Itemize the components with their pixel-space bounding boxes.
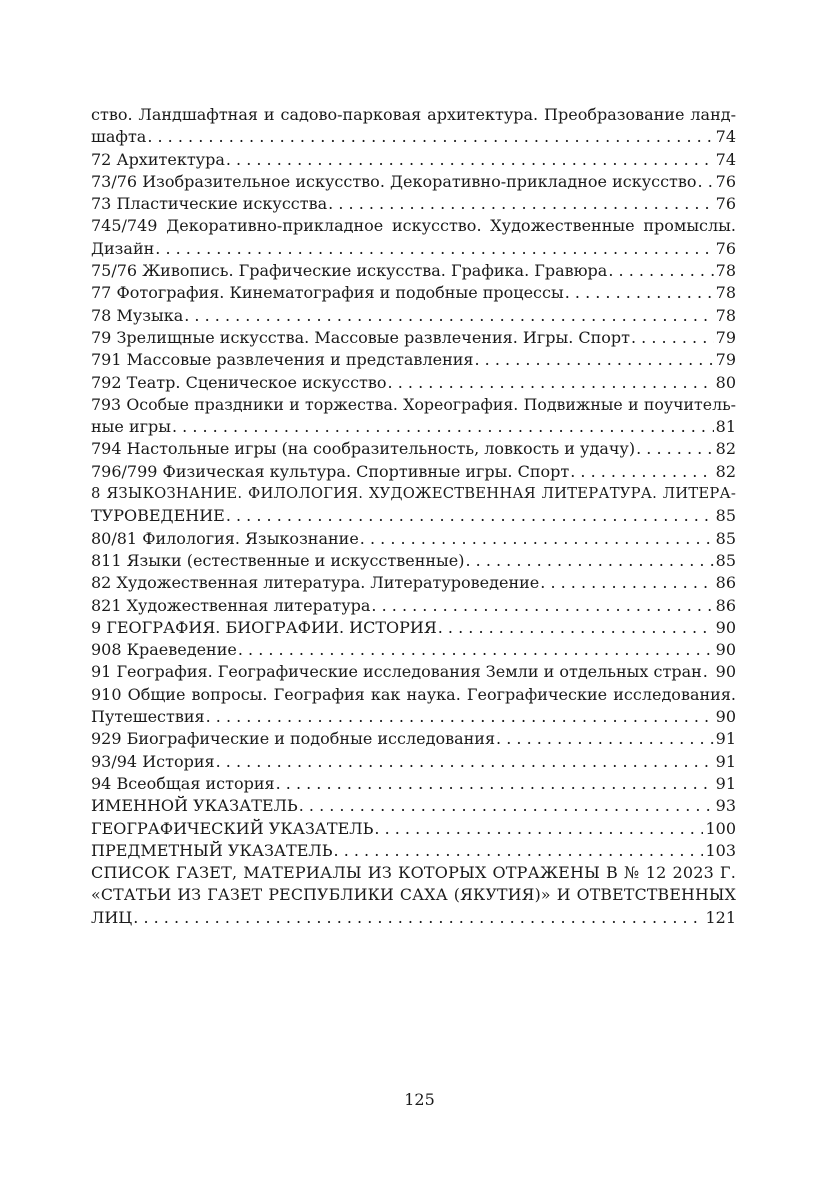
dot-leader — [184, 305, 713, 327]
toc-entry-title: 72 Архитектура — [91, 149, 225, 169]
dot-leader — [226, 149, 714, 171]
toc-entry — [91, 171, 736, 193]
toc-entry-title: 93/94 История — [91, 751, 215, 771]
dot-leader — [475, 349, 714, 371]
toc-entry-title: 821 Художественная литература — [91, 595, 371, 615]
toc-entry-title: 73/76 Изобразительное искусство. Декоративно-прикладное искусство — [91, 171, 697, 191]
toc-entry-title: ЛИЦ — [91, 907, 133, 927]
toc-entry — [91, 260, 736, 282]
dot-leader — [216, 751, 714, 773]
dot-leader — [328, 193, 713, 215]
toc-entry-page: 74 — [715, 149, 736, 169]
dot-leader — [570, 461, 713, 483]
toc-entry-page: 121 — [705, 907, 736, 927]
toc-entry-title: 94 Всеобщая история — [91, 773, 275, 793]
toc-entry — [91, 416, 736, 438]
toc-entry-title: ные игры — [91, 417, 171, 437]
dot-leader — [155, 238, 713, 260]
toc-entry — [91, 751, 736, 773]
toc-entry-title: 9 ГЕОГРАФИЯ. БИОГРАФИИ. ИСТОРИЯ — [91, 617, 437, 637]
toc-entry-page: 79 — [715, 350, 736, 370]
dot-leader — [360, 528, 714, 550]
dot-leader — [636, 438, 714, 460]
dot-leader — [608, 260, 713, 282]
toc-entry — [91, 661, 736, 683]
toc-entry-title: 75/76 Живопись. Графические искусства. Графика. Гравюра — [91, 261, 608, 281]
toc-entry-title: ИМЕННОЙ УКАЗАТЕЛЬ — [91, 796, 298, 816]
toc-entry-page: 90 — [715, 662, 736, 682]
toc-entry-page: 76 — [715, 238, 736, 258]
table-of-contents — [91, 104, 736, 929]
toc-entry-page: 86 — [715, 595, 736, 615]
toc-entry — [91, 706, 736, 728]
dot-leader — [703, 661, 714, 683]
dot-leader — [438, 617, 714, 639]
toc-entry-page: 90 — [715, 640, 736, 660]
toc-entry-title: ТУРОВЕДЕНИЕ — [91, 506, 225, 526]
toc-entry-page: 81 — [715, 417, 736, 437]
toc-entry-title: 791 Массовые развлечения и представления — [91, 350, 474, 370]
toc-entry — [91, 550, 736, 572]
toc-entry-page: 76 — [715, 171, 736, 191]
dot-leader — [496, 728, 714, 750]
toc-entry — [91, 907, 736, 929]
toc-entry-title: 80/81 Филология. Языкознание — [91, 528, 359, 548]
toc-entry — [91, 282, 736, 304]
dot-leader — [540, 572, 713, 594]
toc-entry — [91, 193, 736, 215]
dot-leader — [374, 818, 703, 840]
toc-entry — [91, 617, 736, 639]
toc-line-continued: ство. Ландшафтная и садово-парковая архитектура. Преобразование ланд- — [91, 105, 736, 124]
toc-entry — [91, 773, 736, 795]
page-number: 125 — [404, 1090, 435, 1109]
toc-entry — [91, 818, 736, 840]
toc-entry-page: 90 — [715, 617, 736, 637]
toc-entry — [91, 327, 736, 349]
toc-entry — [91, 126, 736, 148]
dot-leader — [465, 550, 713, 572]
toc-entry-title: 77 Фотография. Кинематография и подобные процессы — [91, 283, 564, 303]
toc-entry — [91, 349, 736, 371]
toc-entry-page: 85 — [715, 528, 736, 548]
toc-entry-title: ПРЕДМЕТНЫЙ УКАЗАТЕЛЬ — [91, 840, 333, 860]
toc-entry-page: 91 — [715, 751, 736, 771]
dot-leader — [631, 327, 714, 349]
toc-entry-title: 908 Краеведение — [91, 640, 237, 660]
dot-leader — [334, 840, 704, 862]
toc-entry-title: шафта — [91, 127, 147, 147]
toc-entry-title: 794 Настольные игры (на сообразительность, ловкость и удачу) — [91, 439, 636, 459]
toc-entry-page: 79 — [715, 327, 736, 347]
toc-entry-page: 100 — [705, 818, 736, 838]
toc-entry — [91, 795, 736, 817]
toc-entry-page: 82 — [715, 439, 736, 459]
dot-leader — [238, 639, 714, 661]
toc-line-continued: 8 ЯЗЫКОЗНАНИЕ. ФИЛОЛОГИЯ. ХУДОЖЕСТВЕННАЯ ЛИТЕРАТУРА. ЛИТЕРА- — [91, 485, 736, 503]
toc-entry — [91, 438, 736, 460]
dot-leader — [388, 372, 714, 394]
toc-entry-page: 82 — [715, 461, 736, 481]
toc-entry-page: 90 — [715, 707, 736, 727]
toc-entry-page: 74 — [715, 127, 736, 147]
toc-entry — [91, 461, 736, 483]
toc-entry-page: 78 — [715, 305, 736, 325]
toc-entry-page: 78 — [715, 283, 736, 303]
toc-entry — [91, 639, 736, 661]
toc-entry-page: 85 — [715, 550, 736, 570]
toc-entry — [91, 840, 736, 862]
dot-leader — [226, 505, 714, 527]
toc-entry-title: 811 Языки (естественные и искусственные) — [91, 550, 465, 570]
toc-entry-page: 85 — [715, 506, 736, 526]
toc-line-continued: «СТАТЬИ ИЗ ГАЗЕТ РЕСПУБЛИКИ САХА (ЯКУТИЯ)» И ОТВЕТСТВЕННЫХ — [91, 885, 736, 905]
dot-leader — [371, 595, 713, 617]
toc-entry-page: 91 — [715, 773, 736, 793]
toc-entry-page: 91 — [715, 729, 736, 749]
toc-line-continued: 910 Общие вопросы. География как наука. Географические исследования. — [91, 684, 736, 704]
toc-entry — [91, 572, 736, 594]
toc-line-continued: СПИСОК ГАЗЕТ, МАТЕРИАЛЫ ИЗ КОТОРЫХ ОТРАЖЕНЫ В № 12 2023 Г. — [91, 863, 736, 883]
toc-entry — [91, 372, 736, 394]
toc-entry-title: 79 Зрелищные искусства. Массовые развлечения. Игры. Спорт — [91, 327, 630, 347]
toc-entry — [91, 149, 736, 171]
toc-entry-title: Путешествия — [91, 707, 205, 727]
toc-entry-title: 78 Музыка — [91, 305, 184, 325]
toc-entry-page: 86 — [715, 573, 736, 593]
dot-leader — [206, 706, 714, 728]
toc-entry-title: 91 География. Географические исследования Земли и отдельных стран — [91, 662, 702, 682]
dot-leader — [133, 907, 703, 929]
toc-entry-page: 93 — [715, 796, 736, 816]
dot-leader — [565, 282, 714, 304]
toc-entry-title: 796/799 Физическая культура. Спортивные игры. Спорт — [91, 461, 570, 481]
toc-entry-page: 76 — [715, 194, 736, 214]
dot-leader — [147, 126, 713, 148]
toc-entry — [91, 505, 736, 527]
toc-entry-page: 80 — [715, 372, 736, 392]
toc-entry-title: 929 Биографические и подобные исследования — [91, 729, 496, 749]
toc-entry-title: 792 Театр. Сценическое искусство — [91, 372, 387, 392]
dot-leader — [276, 773, 714, 795]
toc-entry-title: Дизайн — [91, 238, 155, 258]
toc-entry — [91, 528, 736, 550]
dot-leader — [172, 416, 714, 438]
toc-entry — [91, 728, 736, 750]
toc-entry-page: 78 — [715, 261, 736, 281]
toc-line-continued: 793 Особые праздники и торжества. Хореография. Подвижные и поучитель- — [91, 394, 736, 414]
toc-entry-title: 73 Пластические искусства — [91, 194, 328, 214]
dot-leader — [299, 795, 714, 817]
toc-entry — [91, 305, 736, 327]
toc-line-continued: 745/749 Декоративно-прикладное искусство. Художественные промыслы. — [91, 216, 736, 236]
toc-entry-page: 103 — [705, 840, 736, 860]
toc-entry-title: ГЕОГРАФИЧЕСКИЙ УКАЗАТЕЛЬ — [91, 818, 374, 838]
toc-entry — [91, 595, 736, 617]
dot-leader — [698, 171, 714, 193]
toc-entry — [91, 238, 736, 260]
toc-entry-title: 82 Художественная литература. Литературоведение — [91, 573, 540, 593]
